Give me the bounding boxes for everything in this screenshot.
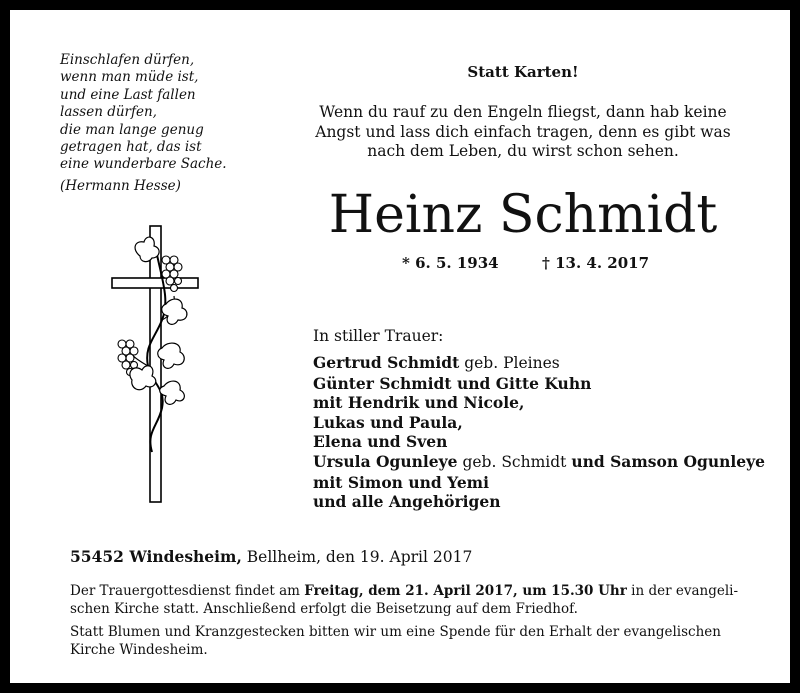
poem-block (60, 52, 260, 195)
mourner-row (313, 452, 765, 473)
mourner-row: mit Simon und Yemi (313, 472, 489, 492)
mourners-list (313, 353, 765, 512)
mourner-row (313, 353, 765, 374)
cross-with-vine-icon (100, 220, 210, 510)
birth-date: * 6. 5. 1934 (402, 254, 499, 272)
quote-line: nach dem Leben, du wirst schon sehen. (367, 142, 679, 160)
poem-line: getragen hat, das ist (60, 139, 202, 156)
death-date: † 13. 4. 2017 (542, 254, 650, 272)
quote-line: Angst und lass dich einfach tragen, denn es gibt was (315, 122, 731, 141)
mourner-name: und Samson Ogunleye (571, 451, 765, 471)
poem-line: wenn man müde ist, (60, 69, 199, 86)
mourner-row: Elena und Sven (313, 432, 448, 452)
mourner-name: Ursula Ogunleye (313, 451, 458, 471)
mourning-intro: In stiller Trauer: (313, 327, 444, 345)
poem-line: Einschlafen dürfen, (60, 52, 195, 68)
quote-line: Wenn du rauf zu den Engeln fliegst, dann hab keine (319, 103, 727, 121)
poem-line: lassen dürfen, (60, 104, 157, 121)
donation-request (70, 624, 752, 659)
place-date-line (70, 547, 472, 566)
service-datetime: Freitag, dem 21. April 2017, um 15.30 Uhr (304, 583, 627, 599)
poem-line: und eine Last fallen (60, 86, 196, 103)
donation-line: Statt Blumen und Kranzgestecken bitten wir um eine Spende für den Erhalt der evangelischen (70, 624, 721, 640)
donation-line: Kirche Windesheim. (70, 641, 208, 658)
poem-line: die man lange genug (60, 121, 204, 138)
place-name: 55452 Windesheim, (70, 547, 242, 566)
poem-author: (Hermann Hesse) (60, 177, 181, 194)
mourner-row: und alle Angehörigen (313, 492, 501, 512)
quote-block (290, 103, 756, 162)
mourner-detail: geb. Pleines (459, 354, 560, 372)
mourner-row: Günter Schmidt und Gitte Kuhn (313, 373, 592, 393)
mourner-detail: geb. Schmidt (457, 452, 572, 471)
mourner-row: mit Hendrik und Nicole, (313, 393, 525, 413)
service-line (70, 583, 752, 601)
poem-line: eine wunderbare Sache. (60, 156, 227, 173)
deceased-name: Heinz Schmidt (328, 185, 718, 245)
mourner-name: Gertrud Schmidt (313, 353, 460, 372)
place-date-rest: Bellheim, den 19. April 2017 (241, 548, 473, 566)
service-line: schen Kirche statt. Anschließend erfolgt die Beisetzung auf dem Friedhof. (70, 600, 578, 617)
mourner-row: Lukas und Paula, (313, 412, 463, 432)
heading-statt-karten: Statt Karten! (467, 63, 579, 81)
service-announcement (70, 583, 752, 618)
service-text: Der Trauergottesdienst findet am (70, 583, 305, 599)
service-text: in der evangeli- (626, 583, 739, 599)
